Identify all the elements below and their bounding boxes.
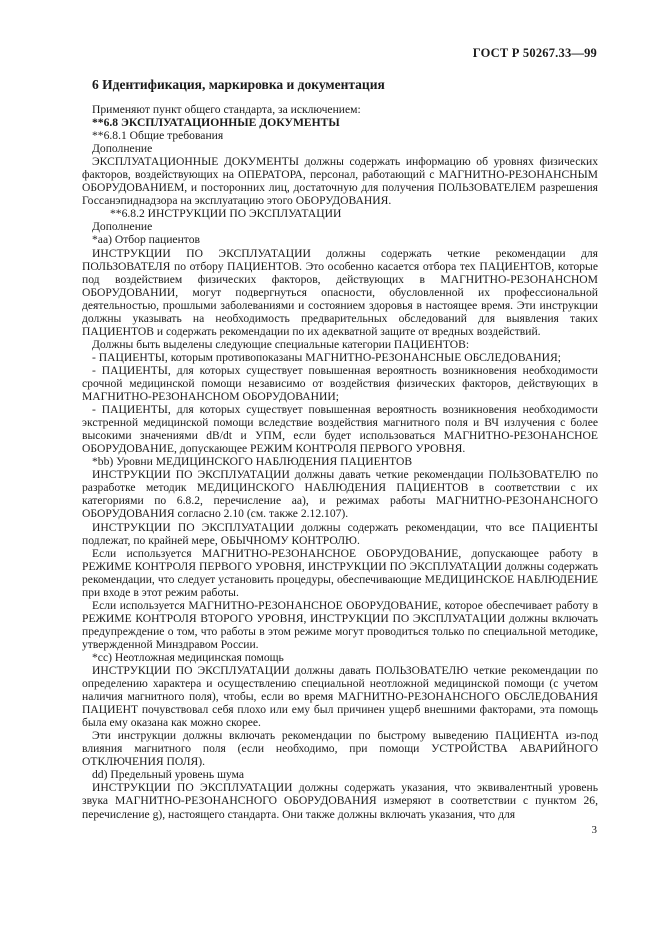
paragraph: Применяют пункт общего стандарта, за исключением:: [92, 103, 361, 116]
paragraph: Дополнение: [92, 220, 153, 234]
paragraph: - ПАЦИЕНТЫ, которым противопоказаны МАГНИТНО-РЕЗОНАНСНЫЕ ОБСЛЕДОВАНИЯ;: [92, 350, 561, 364]
section-title: 6 Идентификация, маркировка и документация: [92, 77, 385, 92]
paragraph: - ПАЦИЕНТЫ, для которых существует повышенная вероятность возникновения необходимости срочной медицинской помощи независимо от воздействия физических факторов, действующих в МАГНИТНО-РЕЗОНАНСНОМ ОБОРУДОВАНИИ;: [82, 363, 598, 404]
paragraph: Эти инструкции должны включать рекомендации по быстрому выведению ПАЦИЕНТА из-под влияния магнитного поля (если необходимо, при помощи УСТРОЙСТВА АВАРИЙНОГО ОТКЛЮЧЕНИЯ ПОЛЯ).: [82, 729, 598, 769]
paragraph: **6.8.1 Общие требования: [92, 129, 224, 143]
paragraph: Если используется МАГНИТНО-РЕЗОНАНСНОЕ ОБОРУДОВАНИЕ, допускающее работу в РЕЖИМЕ КОНТРОЛЯ ПЕРВОГО УРОВНЯ, ИНСТРУКЦИИ ПО ЭКСПЛУАТАЦИИ должны содержать рекомендации, что следует установить процедуры, обеспечивающие МЕДИЦИНСКОЕ НАБЛЮДЕНИЕ при входе в этот режим работы.: [82, 546, 598, 599]
document-header: ГОСТ Р 50267.33—99: [472, 46, 597, 60]
paragraph-list: [82, 103, 598, 821]
paragraph: ИНСТРУКЦИИ ПО ЭКСПЛУАТАЦИИ должны давать четкие рекомендации ПОЛЬЗОВАТЕЛЮ по разработке методик МЕДИЦИНСКОГО НАБЛЮДЕНИЯ ПАЦИЕНТОВ в соответствии с их категориями по 6.8.2, перечисление аа), и режимах работы МАГНИТНО-РЕЗОНАНСНОГО ОБОРУДОВАНИЯ согласно 2.10 (см. также 2.12.107).: [82, 468, 598, 521]
paragraph: **6.8.2 ИНСТРУКЦИИ ПО ЭКСПЛУАТАЦИИ: [110, 207, 342, 221]
paragraph: dd) Предельный уровень шума: [92, 768, 245, 782]
paragraph: ИНСТРУКЦИИ ПО ЭКСПЛУАТАЦИИ должны давать ПОЛЬЗОВАТЕЛЮ четкие рекомендации по определению характера и осуществлению специальной неотложной медицинской помощи (с учетом наличия магнитного поля), чтобы, если во время МАГНИТНО-РЕЗОНАНСНОГО ОБСЛЕДОВАНИЯ ПАЦИЕНТ почувствовал себя плохо или ему был причинен ущерб внешними факторами, эта помощь была ему оказана как можно скорее.: [82, 664, 598, 730]
paragraph: Если используется МАГНИТНО-РЕЗОНАНСНОЕ ОБОРУДОВАНИЕ, которое обеспечивает работу в РЕЖИМЕ КОНТРОЛЯ ВТОРОГО УРОВНЯ, ИНСТРУКЦИИ ПО ЭКСПЛУАТАЦИИ должны включать предупреждение о том, что работы в этом режиме могут проводиться только по специальной методике, утвержденной Минздравом России.: [82, 598, 598, 651]
paragraph: ИНСТРУКЦИИ ПО ЭКСПЛУАТАЦИИ должны содержать рекомендации, что все ПАЦИЕНТЫ подлежат, по крайней мере, ОБЫЧНОМУ КОНТРОЛЮ.: [82, 520, 598, 547]
paragraph: ИНСТРУКЦИИ ПО ЭКСПЛУАТАЦИИ должны содержать четкие рекомендации для ПОЛЬЗОВАТЕЛЯ по отбору ПАЦИЕНТОВ. Это особенно касается отбора тех ПАЦИЕНТОВ, которые под воздействием физических факторов, действующих в МАГНИТНО-РЕЗОНАНСНОМ ОБОРУДОВАНИИ, могут подвергнуться опасности, обусловленной их профессиональной деятельностью, прошлыми заболеваниями и состоянием здоровья в настоящее время. Эти инструкции должны указывать на необходимость предварительных обследований для выявления таких ПАЦИЕНТОВ и содержать рекомендации по их адекватной защите от вредных воздействий.: [82, 246, 598, 338]
paragraph: *cc) Неотложная медицинская помощь: [92, 650, 284, 664]
paragraph: *aa) Отбор пациентов: [92, 233, 200, 247]
paragraph: *bb) Уровни МЕДИЦИНСКОГО НАБЛЮДЕНИЯ ПАЦИЕНТОВ: [92, 455, 413, 469]
page-number: 3: [591, 824, 597, 836]
document-body: [82, 77, 598, 821]
paragraph: ИНСТРУКЦИИ ПО ЭКСПЛУАТАЦИИ должны содержать указания, что эквивалентный уровень звука МАГНИТНО-РЕЗОНАНСНОГО ОБОРУДОВАНИЯ измеряют в соответствии с пунктом 26, перечисление g), настоящего стандарта. Они также должны включать указания, что для: [82, 781, 598, 821]
paragraph: **6.8 ЭКСПЛУАТАЦИОННЫЕ ДОКУМЕНТЫ: [92, 116, 340, 130]
paragraph: - ПАЦИЕНТЫ, для которых существует повышенная вероятность возникновения необходимости экстренной медицинской помощи вследствие воздействия магнитного поля и ВЧ излучения с более высокими значениями dB/dt и УПМ, если будет использоваться МАГНИТНО-РЕЗОНАНСНОЕ ОБОРУДОВАНИЕ, допускающее РЕЖИМ КОНТРОЛЯ ПЕРВОГО УРОВНЯ.: [82, 403, 598, 456]
paragraph: ЭКСПЛУАТАЦИОННЫЕ ДОКУМЕНТЫ должны содержать информацию об уровнях физических факторов, воздействующих на ОПЕРАТОРА, персонал, работающий с МАГНИТНО-РЕЗОНАНСНЫМ ОБОРУДОВАНИЕМ, и посторонних лиц, достаточную для получения ПОЛЬЗОВАТЕЛЕМ разрешения Госсанэпиднадзора на эксплуатацию этого ОБОРУДОВАНИЯ.: [82, 155, 598, 208]
paragraph: Дополнение: [92, 142, 153, 156]
paragraph: Должны быть выделены следующие специальные категории ПАЦИЕНТОВ:: [92, 337, 470, 351]
